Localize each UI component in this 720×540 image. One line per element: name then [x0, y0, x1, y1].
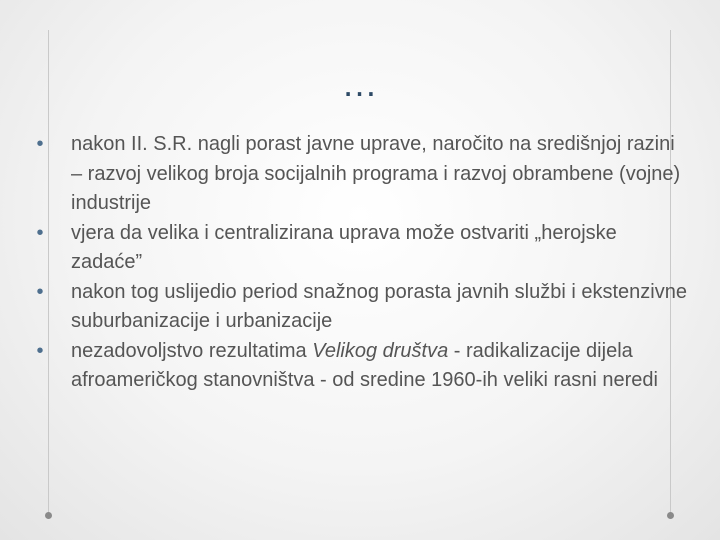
bullet-item	[30, 337, 690, 396]
bullet-text: nakon II. S.R. nagli porast javne uprave, naročito na središnjoj razini – razvoj velikog broja socijalnih programa i razvoj obrambene (vojne) industrije	[71, 133, 681, 214]
bullet-icon: •	[36, 221, 44, 244]
slide-title: …	[341, 63, 379, 104]
bullet-icon: •	[36, 339, 44, 362]
right-frame-dot	[667, 512, 674, 519]
bullet-icon: •	[36, 280, 44, 303]
left-frame-dot	[45, 512, 52, 519]
bullet-list	[30, 130, 690, 396]
bullet-item	[30, 278, 690, 337]
bullet-text-after: - radikalizacije dijela afroameričkog stanovništva - od sredine 1960-ih veliki rasni neredi	[71, 339, 658, 391]
bullet-icon: •	[36, 133, 44, 155]
bullet-text: vjera da velika i centralizirana uprava može ostvariti „herojske zadaće”	[71, 221, 617, 273]
bullet-text: nakon tog uslijedio period snažnog porasta javnih službi i ekstenzivne suburbanizacije i urbanizacije	[71, 280, 687, 332]
bullet-item	[30, 130, 690, 219]
bullet-item	[30, 219, 690, 278]
bullet-text-italic: Velikog društva	[312, 339, 449, 362]
bullet-text-before: nezadovoljstvo rezultatima	[71, 339, 313, 362]
